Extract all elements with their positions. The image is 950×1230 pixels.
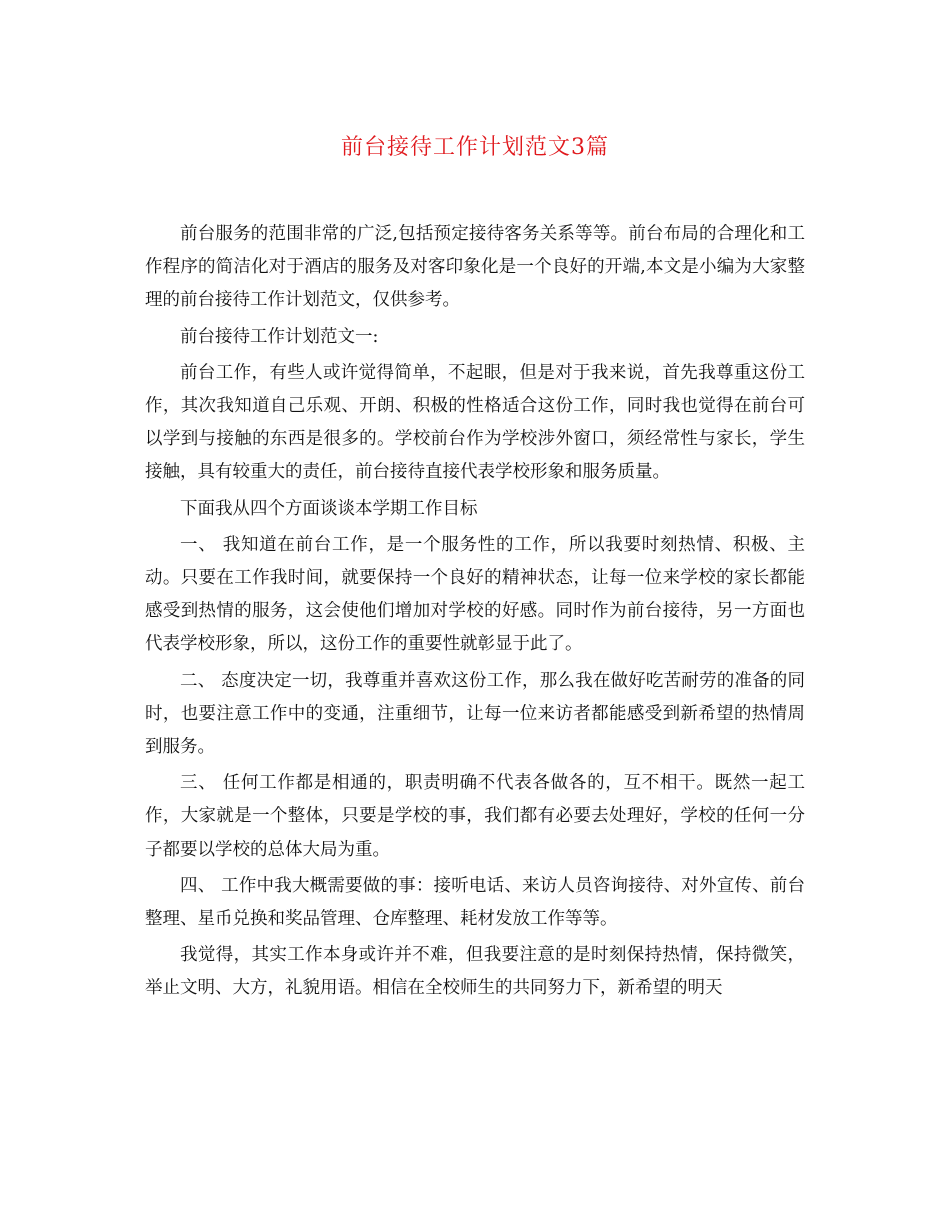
paragraph: 四、 工作中我大概需要做的事：接听电话、来访人员咨询接待、对外宣传、前台整理、星币兑换和奖品管理、仓库整理、耗材发放工作等等。 xyxy=(145,875,805,930)
paragraph: 一、 我知道在前台工作，是一个服务性的工作，所以我要时刻热情、积极、主动。只要在工作我时间，就要保持一个良好的精神状态，让每一位来学校的家长都能感受到热情的服务，这会使他们增加对学校的好感。同时作为前台接待，另一方面也代表学校形象，所以，这份工作的重要性就彰显于此了。 xyxy=(145,534,805,655)
paragraph: 前台接待工作计划范文一: xyxy=(180,326,379,347)
document-body xyxy=(145,218,805,1009)
paragraph: 下面我从四个方面谈谈本学期工作目标 xyxy=(180,498,478,519)
paragraph: 三、 任何工作都是相通的，职责明确不代表各做各的，互不相干。既然一起工作，大家就是一个整体，只要是学校的事，我们都有必要去处理好，学校的任何一分子都要以学校的总体大局为重。 xyxy=(145,773,805,860)
paragraph: 前台工作，有些人或许觉得简单，不起眼，但是对于我来说，首先我尊重这份工作，其次我知道自己乐观、开朗、积极的性格适合这份工作，同时我也觉得在前台可以学到与接触的东西是很多的。学校前台作为学校涉外窗口，须经常性与家长，学生接触，具有较重大的责任，前台接待直接代表学校形象和服务质量。 xyxy=(145,362,805,483)
paragraph: 我觉得，其实工作本身或许并不难，但我要注意的是时刻保持热情，保持微笑，举止文明、大方，礼貌用语。相信在全校师生的共同努力下，新希望的明天 xyxy=(145,945,805,999)
paragraph: 二、 态度决定一切，我尊重并喜欢这份工作，那么我在做好吃苦耐劳的准备的同时，也要注意工作中的变通，注重细节，让每一位来访者都能感受到新希望的热情周到服务。 xyxy=(145,670,805,758)
paragraph: 前台服务的范围非常的广泛,包括预定接待客务关系等等。前台布局的合理化和工作程序的简洁化对于酒店的服务及对客印象化是一个良好的开端,本文是小编为大家整理的前台接待工作计划范文，仅供参考。 xyxy=(145,224,805,311)
document-title: 前台接待工作计划范文3篇 xyxy=(341,135,609,160)
